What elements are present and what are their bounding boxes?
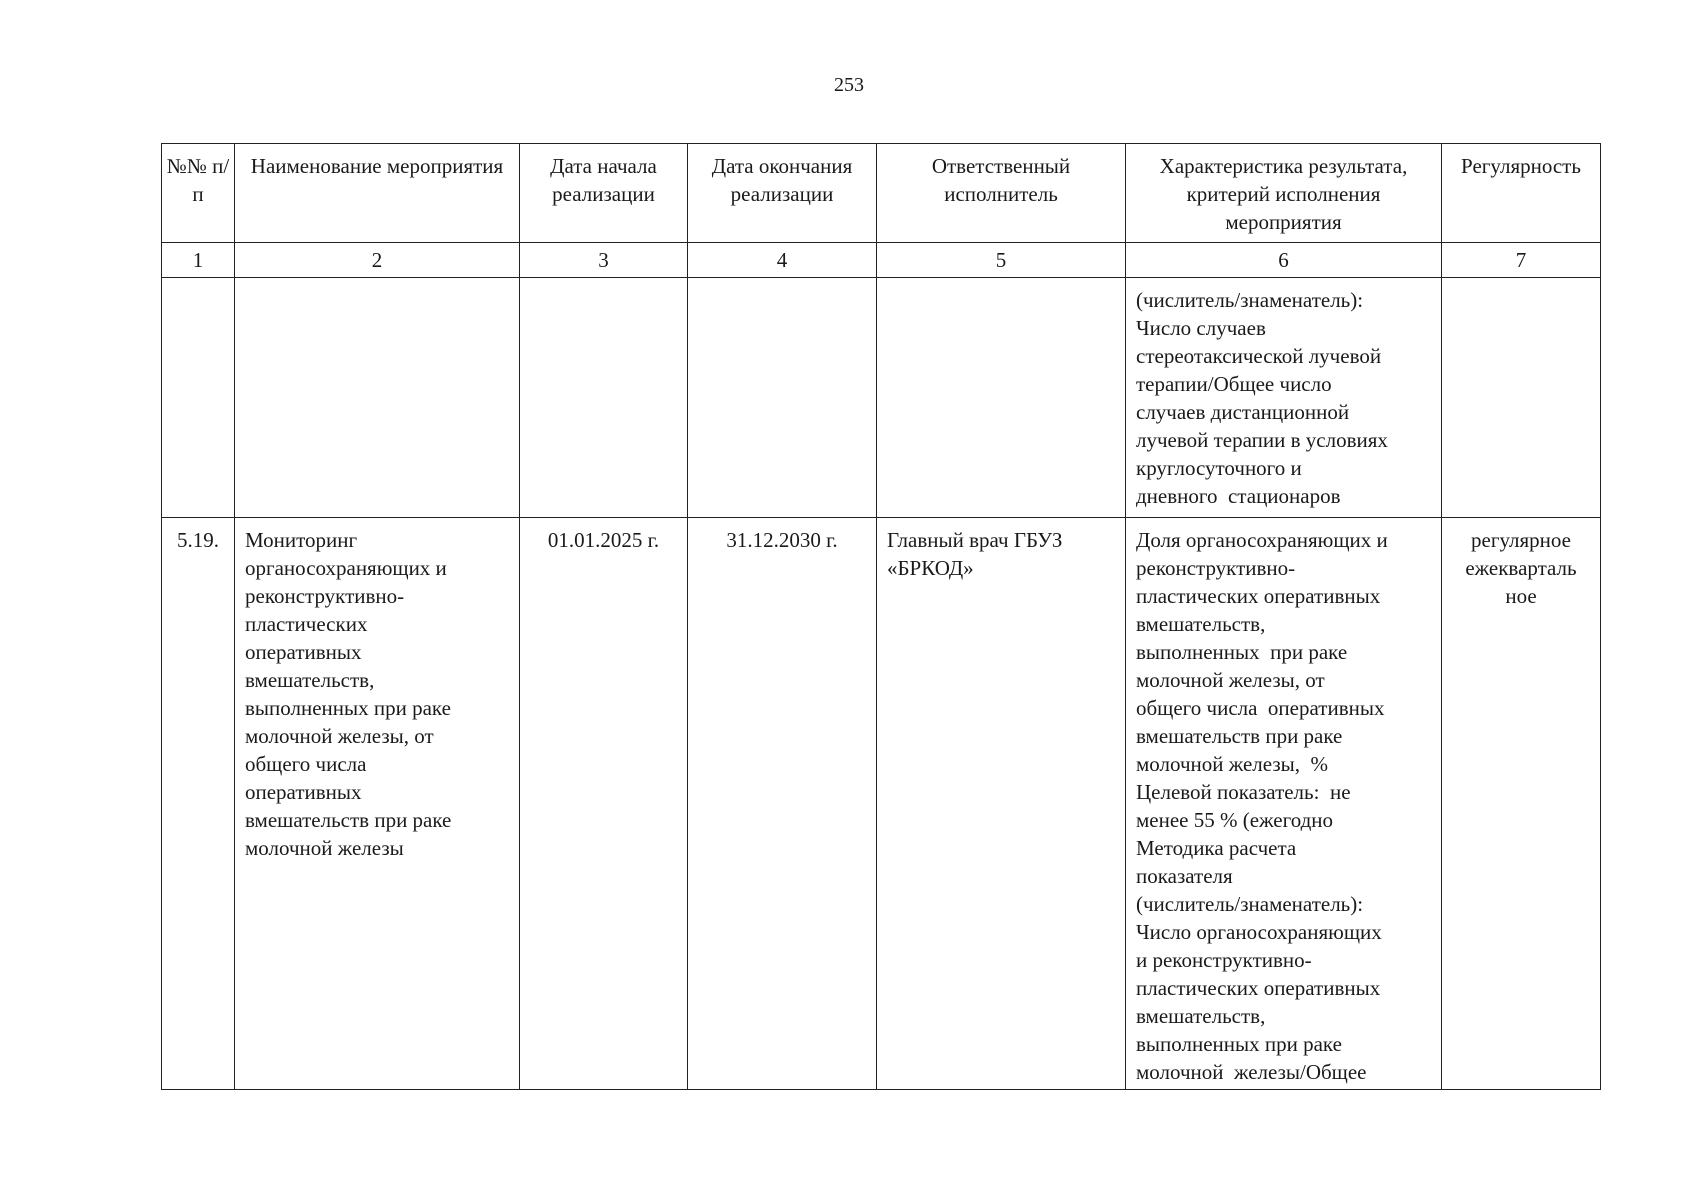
text-line: вмешательств, <box>1136 612 1266 636</box>
cell-start-date: 01.01.2025 г. <box>520 518 688 1090</box>
text-line: вмешательств при раке <box>245 808 452 832</box>
text-line: общего числа оперативных <box>1136 696 1385 720</box>
column-number: 5 <box>877 243 1126 278</box>
cell-activity-name <box>235 518 520 1090</box>
text-line: пластических <box>245 612 368 636</box>
text-line: пластических оперативных <box>1136 976 1381 1000</box>
cell-regularity <box>1442 518 1601 1090</box>
text-line: ное <box>1505 584 1537 608</box>
cell-number-empty <box>162 278 235 518</box>
text-line: Главный врач ГБУЗ <box>887 528 1063 552</box>
cell-name-empty <box>235 278 520 518</box>
table-header-row <box>162 144 1601 243</box>
column-number: 2 <box>235 243 520 278</box>
text-line: реконструктивно- <box>1136 556 1296 580</box>
text-line: вмешательств при раке <box>1136 724 1343 748</box>
table-row-5-19 <box>162 518 1601 1090</box>
text-line: менее 55 % (ежегодно <box>1136 808 1334 832</box>
text-line: пластических оперативных <box>1136 584 1381 608</box>
column-number: 6 <box>1126 243 1442 278</box>
text-line: общего числа <box>245 752 367 776</box>
text-line: дневного стационаров <box>1136 484 1341 508</box>
text-line: лучевой терапии в условиях <box>1136 428 1388 452</box>
text-line: молочной железы, от <box>245 724 434 748</box>
column-number: 7 <box>1442 243 1601 278</box>
text-line: вмешательств, <box>245 668 375 692</box>
table-row-continued <box>162 278 1601 518</box>
header-number: №№ п/п <box>162 144 235 243</box>
text-line: молочной железы/Общее <box>1136 1060 1367 1084</box>
text-line: круглосуточного и <box>1136 456 1302 480</box>
header-start-date: Дата начала реализации <box>520 144 688 243</box>
text-line: выполненных при раке <box>1136 640 1348 664</box>
text-line: случаев дистанционной <box>1136 400 1350 424</box>
column-number: 4 <box>688 243 877 278</box>
cell-regularity-empty <box>1442 278 1601 518</box>
header-end-date: Дата окончания реализации <box>688 144 877 243</box>
column-number: 3 <box>520 243 688 278</box>
column-numbers-row <box>162 243 1601 278</box>
text-line: (числитель/знаменатель): <box>1136 892 1364 916</box>
text-line: Целевой показатель: не <box>1136 780 1351 804</box>
text-line: молочной железы, % <box>1136 752 1328 776</box>
cell-end-date: 31.12.2030 г. <box>688 518 877 1090</box>
cell-result <box>1126 518 1442 1090</box>
activities-table <box>161 143 1601 1090</box>
text-line: и реконструктивно- <box>1136 948 1312 972</box>
text-line: Мониторинг <box>245 528 358 552</box>
text-line: (числитель/знаменатель): <box>1136 288 1364 312</box>
text-line: терапии/Общее число <box>1136 372 1332 396</box>
text-line: молочной железы <box>245 836 404 860</box>
text-line: ежекварталь <box>1465 556 1577 580</box>
text-line: реконструктивно- <box>245 584 405 608</box>
page-number: 253 <box>834 74 864 96</box>
text-line: регулярное <box>1471 528 1571 552</box>
text-line: оперативных <box>245 780 362 804</box>
text-line: Методика расчета <box>1136 836 1297 860</box>
header-regularity: Регулярность <box>1442 144 1601 243</box>
text-line: выполненных при раке <box>245 696 451 720</box>
cell-result-continued <box>1126 278 1442 518</box>
column-number: 1 <box>162 243 235 278</box>
header-executor: Ответственный исполнитель <box>877 144 1126 243</box>
text-line: органосохраняющих и <box>245 556 447 580</box>
text-line: Доля органосохраняющих и <box>1136 528 1388 552</box>
text-line: молочной железы, от <box>1136 668 1325 692</box>
cell-executor-empty <box>877 278 1126 518</box>
text-line: «БРКОД» <box>887 556 974 580</box>
cell-end-empty <box>688 278 877 518</box>
cell-start-empty <box>520 278 688 518</box>
text-line: Число органосохраняющих <box>1136 920 1382 944</box>
text-line: выполненных при раке <box>1136 1032 1342 1056</box>
text-line: показателя <box>1136 864 1233 888</box>
text-line: оперативных <box>245 640 362 664</box>
header-activity-name: Наименование мероприятия <box>235 144 520 243</box>
header-result: Характеристика результата, критерий исполнения мероприятия <box>1126 144 1442 243</box>
text-line: Число случаев <box>1136 316 1266 340</box>
text-line: стереотаксической лучевой <box>1136 344 1382 368</box>
cell-number: 5.19. <box>162 518 235 1090</box>
cell-executor <box>877 518 1126 1090</box>
text-line: вмешательств, <box>1136 1004 1266 1028</box>
